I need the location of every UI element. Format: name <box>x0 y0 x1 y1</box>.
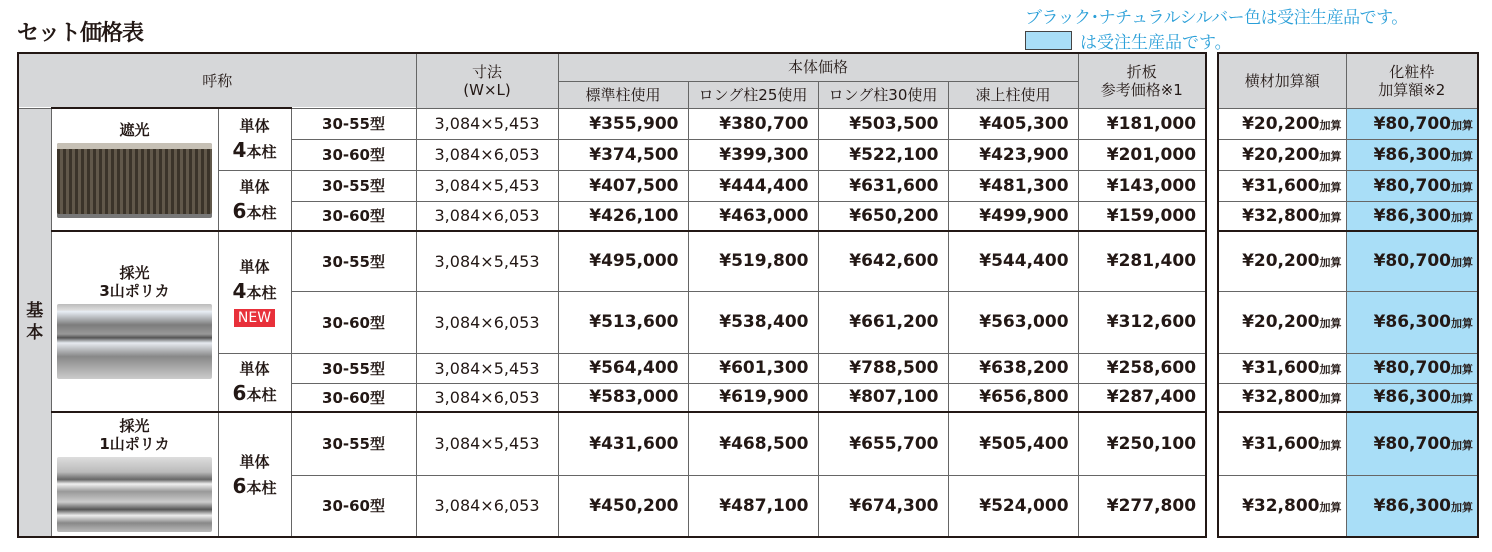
crossbar-addition-cell <box>1218 231 1346 291</box>
price-cell: ¥355,900 <box>558 108 688 139</box>
table-row <box>18 108 1206 139</box>
pillar-count <box>219 199 291 225</box>
table-row <box>18 412 1206 475</box>
decorative-frame-addition-cell <box>1346 170 1478 201</box>
made-to-order-legend <box>1025 28 1232 53</box>
decorative-frame-addition-cell <box>1346 353 1478 383</box>
header-long30-pillar: ロング柱30使用 <box>818 81 948 108</box>
price-table-main <box>17 52 1207 538</box>
pillar-config <box>218 231 291 353</box>
addition-suffix: 加算 <box>1319 500 1342 514</box>
crossbar-addition-value: ¥20,200 <box>1242 144 1320 165</box>
addition-suffix: 加算 <box>1319 180 1342 194</box>
model-cell: 30-60型 <box>291 201 416 231</box>
price-cell: ¥788,500 <box>818 353 948 383</box>
decorative-frame-addition-cell <box>1346 383 1478 412</box>
addition-suffix: 加算 <box>1319 392 1342 406</box>
pillar-count-unit: 本柱 <box>246 386 277 405</box>
price-cell: ¥601,300 <box>688 353 818 383</box>
table-row-addon <box>1218 475 1478 537</box>
pillar-config <box>218 412 291 537</box>
pillar-count-unit: 本柱 <box>246 284 277 303</box>
dimension-cell: 3,084×6,053 <box>416 475 558 537</box>
decorative-frame-addition-value: ¥80,700 <box>1373 433 1451 454</box>
pillar-count-number: 6 <box>232 473 247 498</box>
model-cell: 30-55型 <box>291 170 416 201</box>
decorative-frame-addition-cell <box>1346 108 1478 139</box>
addition-suffix: 加算 <box>1451 363 1473 376</box>
crossbar-addition-value: ¥31,600 <box>1242 433 1320 454</box>
price-cell: ¥661,200 <box>818 291 948 353</box>
price-cell: ¥583,000 <box>558 383 688 412</box>
crossbar-addition-cell <box>1218 108 1346 139</box>
pillar-config <box>218 170 291 231</box>
decorative-frame-addition-value: ¥80,700 <box>1373 358 1451 378</box>
price-cell: ¥463,000 <box>688 201 818 231</box>
model-cell: 30-60型 <box>291 139 416 170</box>
dimension-cell: 3,084×6,053 <box>416 201 558 231</box>
folded-plate-price-cell: ¥181,000 <box>1078 108 1206 139</box>
price-cell: ¥656,800 <box>948 383 1078 412</box>
decorative-frame-addition-value: ¥86,300 <box>1373 387 1451 408</box>
pillar-type: 単体 <box>239 258 270 277</box>
dimension-cell: 3,084×6,053 <box>416 291 558 353</box>
pillar-count-unit: 本柱 <box>246 204 277 223</box>
dimension-cell: 3,084×5,453 <box>416 170 558 201</box>
model-cell: 30-55型 <box>291 231 416 291</box>
decorative-frame-addition-value: ¥86,300 <box>1373 312 1451 332</box>
pillar-type: 単体 <box>239 117 270 136</box>
price-cell: ¥399,300 <box>688 139 818 170</box>
decorative-frame-addition-value: ¥86,300 <box>1373 144 1451 165</box>
header-dimensions: 寸法 (W×L) <box>416 53 558 108</box>
price-cell: ¥423,900 <box>948 139 1078 170</box>
price-cell: ¥431,600 <box>558 412 688 475</box>
decorative-frame-addition-cell <box>1346 475 1478 537</box>
decorative-frame-addition-cell <box>1346 139 1478 170</box>
price-cell: ¥619,900 <box>688 383 818 412</box>
folded-plate-price-cell: ¥277,800 <box>1078 475 1206 537</box>
price-cell: ¥481,300 <box>948 170 1078 201</box>
decorative-frame-addition-cell <box>1346 412 1478 475</box>
pillar-count-number: 6 <box>232 381 247 406</box>
price-cell: ¥407,500 <box>558 170 688 201</box>
pillar-config <box>218 108 291 170</box>
product-type-name <box>52 121 218 139</box>
folded-plate-price-cell: ¥143,000 <box>1078 170 1206 201</box>
product-type-cell <box>51 231 218 412</box>
crossbar-addition-cell <box>1218 139 1346 170</box>
pillar-count-number: 4 <box>232 279 247 304</box>
table-row-addon <box>1218 412 1478 475</box>
price-cell: ¥564,400 <box>558 353 688 383</box>
price-cell: ¥495,000 <box>558 231 688 291</box>
shade-roof-photo <box>57 143 212 218</box>
product-type-name <box>52 417 218 453</box>
price-cell: ¥380,700 <box>688 108 818 139</box>
addition-suffix: 加算 <box>1451 392 1473 406</box>
1-ridge-polycarbonate-photo <box>57 457 212 532</box>
product-type-name-line: 遮光 <box>119 121 150 139</box>
table-row-addon <box>1218 201 1478 231</box>
pillar-count <box>219 381 291 407</box>
folded-plate-price-cell: ¥312,600 <box>1078 291 1206 353</box>
crossbar-addition-cell <box>1218 170 1346 201</box>
dimension-cell: 3,084×5,453 <box>416 108 558 139</box>
addition-suffix: 加算 <box>1451 317 1473 330</box>
table-row-addon <box>1218 383 1478 412</box>
price-cell: ¥487,100 <box>688 475 818 537</box>
crossbar-addition-value: ¥20,200 <box>1242 251 1320 272</box>
price-cell: ¥674,300 <box>818 475 948 537</box>
decorative-frame-addition-value: ¥80,700 <box>1373 175 1451 196</box>
price-cell: ¥505,400 <box>948 412 1078 475</box>
model-cell: 30-60型 <box>291 475 416 537</box>
decorative-frame-addition-cell <box>1346 291 1478 353</box>
crossbar-addition-value: ¥20,200 <box>1242 312 1320 332</box>
crossbar-addition-cell <box>1218 475 1346 537</box>
price-cell: ¥468,500 <box>688 412 818 475</box>
pillar-type: 単体 <box>239 452 270 471</box>
product-type-name <box>52 264 218 300</box>
price-cell: ¥544,400 <box>948 231 1078 291</box>
folded-plate-price-cell: ¥258,600 <box>1078 353 1206 383</box>
new-badge: NEW <box>234 309 275 327</box>
crossbar-addition-cell <box>1218 383 1346 412</box>
addition-suffix: 加算 <box>1451 210 1473 224</box>
product-type-name-line: 採光 <box>119 417 150 435</box>
table-row-addon <box>1218 139 1478 170</box>
addition-suffix: 加算 <box>1319 363 1342 376</box>
product-type-name-line: 1山ポリカ <box>99 435 170 453</box>
decorative-frame-addition-cell <box>1346 231 1478 291</box>
addition-suffix: 加算 <box>1319 256 1342 270</box>
price-cell: ¥519,800 <box>688 231 818 291</box>
pillar-type: 単体 <box>239 178 270 197</box>
dimension-cell: 3,084×5,453 <box>416 353 558 383</box>
addition-suffix: 加算 <box>1319 210 1342 224</box>
crossbar-addition-value: ¥31,600 <box>1242 175 1320 196</box>
dimension-cell: 3,084×5,453 <box>416 231 558 291</box>
price-table-addons <box>1217 52 1479 538</box>
dimension-cell: 3,084×6,053 <box>416 139 558 170</box>
model-cell: 30-55型 <box>291 412 416 475</box>
price-cell: ¥655,700 <box>818 412 948 475</box>
folded-plate-price-cell: ¥281,400 <box>1078 231 1206 291</box>
crossbar-addition-cell <box>1218 201 1346 231</box>
price-cell: ¥503,500 <box>818 108 948 139</box>
3-ridge-polycarbonate-photo <box>57 304 212 379</box>
crossbar-addition-cell <box>1218 412 1346 475</box>
table-row-addon <box>1218 170 1478 201</box>
model-cell: 30-60型 <box>291 383 416 412</box>
addition-suffix: 加算 <box>1319 118 1342 132</box>
price-cell: ¥499,900 <box>948 201 1078 231</box>
addition-suffix: 加算 <box>1319 438 1342 452</box>
table-row-addon <box>1218 291 1478 353</box>
price-cell: ¥426,100 <box>558 201 688 231</box>
header-name: 呼称 <box>18 53 416 108</box>
crossbar-addition-value: ¥31,600 <box>1242 358 1320 378</box>
table-row-addon <box>1218 108 1478 139</box>
folded-plate-price-cell: ¥250,100 <box>1078 412 1206 475</box>
product-type-cell <box>51 412 218 537</box>
pillar-count-unit: 本柱 <box>246 478 277 497</box>
price-cell: ¥374,500 <box>558 139 688 170</box>
addition-suffix: 加算 <box>1451 118 1473 132</box>
made-to-order-color-note: ブラック･ナチュラルシルバー色は受注生産品です。 <box>1025 8 1408 28</box>
pillar-count-unit: 本柱 <box>246 143 277 162</box>
header-frost-pillar: 凍上柱使用 <box>948 81 1078 108</box>
decorative-frame-addition-value: ¥80,700 <box>1373 251 1451 272</box>
pillar-count-number: 6 <box>232 199 247 224</box>
crossbar-addition-cell <box>1218 291 1346 353</box>
crossbar-addition-value: ¥20,200 <box>1242 113 1320 134</box>
decorative-frame-addition-cell <box>1346 201 1478 231</box>
product-type-name-line: 3山ポリカ <box>99 282 170 300</box>
price-cell: ¥524,000 <box>948 475 1078 537</box>
price-cell: ¥522,100 <box>818 139 948 170</box>
table-row-addon <box>1218 231 1478 291</box>
price-cell: ¥405,300 <box>948 108 1078 139</box>
model-cell: 30-55型 <box>291 353 416 383</box>
crossbar-addition-value: ¥32,800 <box>1242 495 1320 516</box>
price-cell: ¥638,200 <box>948 353 1078 383</box>
crossbar-addition-value: ¥32,800 <box>1242 205 1320 226</box>
pillar-count-number: 4 <box>232 138 247 163</box>
model-cell: 30-60型 <box>291 291 416 353</box>
dimension-cell: 3,084×6,053 <box>416 383 558 412</box>
dimension-cell: 3,084×5,453 <box>416 412 558 475</box>
price-cell: ¥444,400 <box>688 170 818 201</box>
addition-suffix: 加算 <box>1451 438 1473 452</box>
table-row-addon <box>1218 353 1478 383</box>
price-cell: ¥650,200 <box>818 201 948 231</box>
header-standard-pillar: 標準柱使用 <box>558 81 688 108</box>
product-type-cell <box>51 108 218 231</box>
header-body-price: 本体価格 <box>558 53 1078 81</box>
header-crossbar-addition: 横材加算額 <box>1218 53 1346 108</box>
legend-swatch <box>1025 31 1072 50</box>
decorative-frame-addition-value: ¥86,300 <box>1373 495 1451 516</box>
addition-suffix: 加算 <box>1451 256 1473 270</box>
price-cell: ¥642,600 <box>818 231 948 291</box>
price-cell: ¥538,400 <box>688 291 818 353</box>
addition-suffix: 加算 <box>1319 149 1342 163</box>
folded-plate-price-cell: ¥159,000 <box>1078 201 1206 231</box>
addition-suffix: 加算 <box>1319 317 1342 330</box>
price-cell: ¥807,100 <box>818 383 948 412</box>
pillar-count <box>219 138 291 164</box>
table-row <box>18 231 1206 291</box>
decorative-frame-addition-value: ¥86,300 <box>1373 205 1451 226</box>
product-type-name-line: 採光 <box>119 264 150 282</box>
addition-suffix: 加算 <box>1451 180 1473 194</box>
page-title: セット価格表 <box>17 21 144 46</box>
model-cell: 30-55型 <box>291 108 416 139</box>
pillar-config <box>218 353 291 412</box>
folded-plate-price-cell: ¥287,400 <box>1078 383 1206 412</box>
pillar-count <box>219 279 291 305</box>
pillar-type: 単体 <box>239 360 270 379</box>
header-long25-pillar: ロング柱25使用 <box>688 81 818 108</box>
price-cell: ¥513,600 <box>558 291 688 353</box>
crossbar-addition-value: ¥32,800 <box>1242 387 1320 408</box>
pillar-count <box>219 474 291 500</box>
addition-suffix: 加算 <box>1451 500 1473 514</box>
header-folded-plate: 折板 参考価格※1 <box>1078 53 1206 108</box>
category-basic: 基本 <box>18 108 51 537</box>
addition-suffix: 加算 <box>1451 149 1473 163</box>
folded-plate-price-cell: ¥201,000 <box>1078 139 1206 170</box>
legend-text: は受注生産品です。 <box>1080 33 1232 53</box>
price-cell: ¥631,600 <box>818 170 948 201</box>
price-cell: ¥450,200 <box>558 475 688 537</box>
crossbar-addition-cell <box>1218 353 1346 383</box>
decorative-frame-addition-value: ¥80,700 <box>1373 113 1451 134</box>
header-decorative-frame-addition: 化粧枠 加算額※2 <box>1346 53 1478 108</box>
price-cell: ¥563,000 <box>948 291 1078 353</box>
